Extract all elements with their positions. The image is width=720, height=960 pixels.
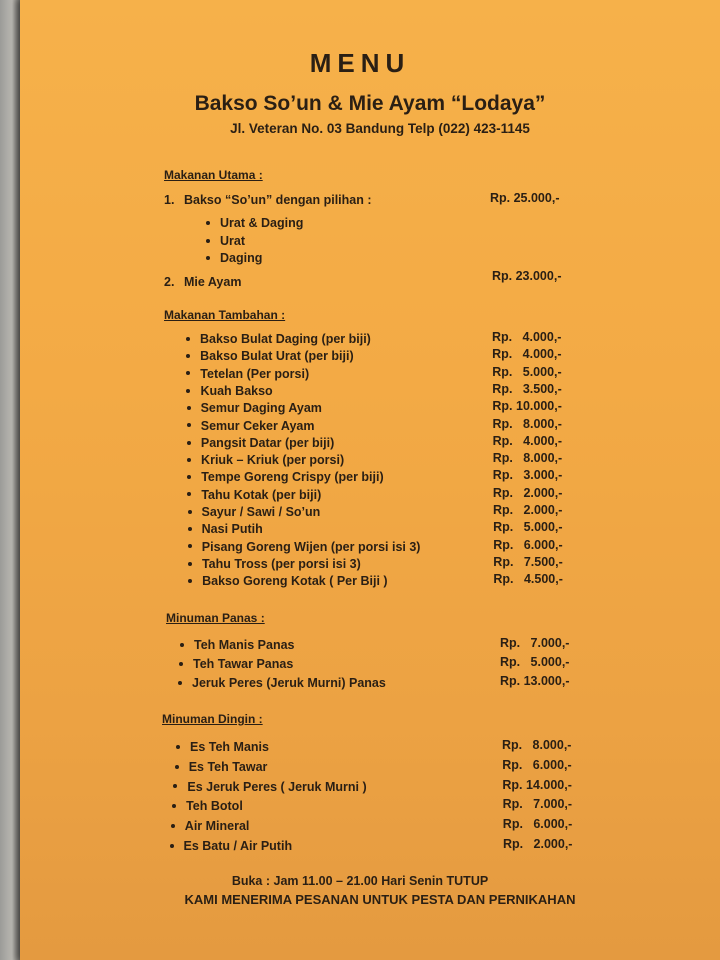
menu-item-name: Jeruk Peres (Jeruk Murni) Panas — [178, 676, 386, 690]
bullet-icon — [186, 354, 190, 358]
bullet-icon — [186, 389, 190, 393]
menu-item-price: Rp. 8.000,- — [492, 416, 562, 431]
bullet-icon — [179, 662, 183, 666]
menu-item-name: Bakso Bulat Urat (per biji) — [186, 349, 354, 363]
menu-item-name: Tempe Goreng Crispy (per biji) — [187, 470, 383, 484]
menu-item-name: Tetelan (Per porsi) — [186, 367, 309, 381]
menu-item-price: Rp. 5.000,- — [492, 364, 562, 379]
bullet-icon — [176, 745, 180, 749]
bullet-icon — [173, 784, 177, 788]
bullet-icon — [206, 221, 210, 225]
background-edge — [0, 0, 20, 960]
shop-address: Jl. Veteran No. 03 Bandung Telp (022) 423-1145 — [230, 121, 530, 136]
menu-item-name: Sayur / Sawi / So’un — [188, 505, 321, 519]
menu-item-price: Rp. 10.000,- — [492, 399, 562, 414]
bullet-icon — [187, 441, 191, 445]
bullet-icon — [187, 475, 191, 479]
menu-item-name: Es Batu / Air Putih — [170, 839, 293, 853]
menu-item-name: Tahu Tross (per porsi isi 3) — [188, 557, 361, 571]
menu-item-price: Rp. 2.000,- — [503, 837, 573, 851]
bullet-icon — [188, 527, 192, 531]
menu-page — [20, 0, 720, 960]
menu-item-name: Nasi Putih — [188, 522, 263, 536]
option-item: Daging — [206, 251, 262, 265]
main-item-name: Mie Ayam — [184, 275, 242, 289]
menu-item-price: Rp. 4.000,- — [492, 347, 562, 362]
bullet-icon — [187, 492, 191, 496]
menu-item-price: Rp. 5.000,- — [500, 655, 570, 669]
bullet-icon — [188, 562, 192, 566]
menu-item-name: Kuah Bakso — [186, 384, 272, 398]
section-heading-makanan-tambahan: Makanan Tambahan : — [164, 308, 286, 322]
section-heading-minuman-panas: Minuman Panas : — [166, 611, 265, 625]
bullet-icon — [188, 510, 192, 514]
menu-item-price: Rp. 2.000,- — [492, 485, 563, 500]
bullet-icon — [187, 406, 191, 410]
menu-item-name: Es Teh Manis — [176, 740, 269, 754]
main-item-name: Bakso “So’un” dengan pilihan : — [184, 193, 372, 207]
menu-item-name: Bakso Bulat Daging (per biji) — [186, 332, 371, 346]
menu-item-price: Rp. 4.500,- — [493, 572, 563, 587]
menu-item-price: Rp. 2.000,- — [493, 503, 563, 517]
menu-item-price: Rp. 6.000,- — [502, 817, 573, 832]
menu-item-name: Es Teh Tawar — [175, 760, 268, 774]
menu-item-name: Air Mineral — [171, 819, 250, 833]
menu-title: MENU — [309, 48, 411, 78]
menu-item-price: Rp. 14.000,- — [502, 777, 572, 792]
bullet-icon — [188, 579, 192, 583]
menu-item-price: Rp. 6.000,- — [502, 757, 572, 772]
section-heading-minuman-dingin: Minuman Dingin : — [162, 712, 263, 726]
bullet-icon — [170, 844, 174, 848]
menu-item-name: Pangsit Datar (per biji) — [187, 436, 334, 450]
bullet-icon — [188, 544, 192, 548]
bullet-icon — [186, 337, 190, 341]
menu-item-name: Teh Botol — [172, 799, 243, 813]
bullet-icon — [172, 804, 176, 808]
menu-item-name: Tahu Kotak (per biji) — [187, 488, 321, 502]
menu-item-price: Rp. 6.000,- — [493, 537, 563, 552]
menu-item-price: Rp. 7.000,- — [500, 636, 570, 650]
menu-item-price: Rp. 4.000,- — [492, 433, 563, 448]
menu-item-name: Pisang Goreng Wijen (per porsi isi 3) — [188, 540, 421, 554]
option-item: Urat — [206, 234, 245, 248]
main-item-number: 1. — [164, 193, 175, 207]
menu-item-price: Rp. 3.000,- — [492, 468, 563, 483]
menu-item-name: Semur Ceker Ayam — [187, 419, 315, 433]
menu-item-name: Bakso Goreng Kotak ( Per Biji ) — [188, 574, 387, 588]
menu-item-name: Teh Tawar Panas — [179, 657, 293, 671]
bullet-icon — [175, 765, 179, 769]
order-notice: KAMI MENERIMA PESANAN UNTUK PESTA DAN PERNIKAHAN — [184, 892, 576, 907]
bullet-icon — [186, 371, 190, 375]
menu-item-price: Rp. 3.500,- — [492, 381, 562, 396]
menu-item-name: Kriuk – Kriuk (per porsi) — [187, 453, 344, 467]
main-item-number: 2. — [164, 275, 175, 289]
menu-item-price: Rp. 7.000,- — [502, 797, 573, 812]
menu-item-name: Semur Daging Ayam — [187, 401, 322, 415]
opening-hours: Buka : Jam 11.00 – 21.00 Hari Senin TUTUP — [231, 874, 489, 888]
menu-item-price: Rp. 8.000,- — [492, 451, 563, 466]
bullet-icon — [187, 458, 191, 462]
menu-item-price: Rp. 8.000,- — [502, 738, 572, 752]
bullet-icon — [171, 824, 175, 828]
menu-item-price: Rp. 5.000,- — [493, 520, 563, 535]
bullet-icon — [178, 681, 182, 685]
bullet-icon — [206, 239, 210, 243]
bullet-icon — [187, 423, 191, 427]
main-item-price: Rp. 23.000,- — [492, 269, 562, 283]
main-item-price: Rp. 25.000,- — [490, 191, 560, 205]
menu-item-name: Teh Manis Panas — [180, 638, 295, 652]
section-heading-makanan-utama: Makanan Utama : — [164, 168, 263, 182]
menu-item-price: Rp. 7.500,- — [493, 554, 563, 569]
shop-name: Bakso So’un & Mie Ayam “Lodaya” — [194, 92, 546, 115]
menu-item-name: Es Jeruk Peres ( Jeruk Murni ) — [173, 780, 366, 794]
menu-item-price: Rp. 13.000,- — [500, 674, 570, 688]
bullet-icon — [206, 256, 210, 260]
option-item: Urat & Daging — [206, 216, 303, 230]
bullet-icon — [180, 643, 184, 647]
menu-item-price: Rp. 4.000,- — [492, 330, 562, 344]
